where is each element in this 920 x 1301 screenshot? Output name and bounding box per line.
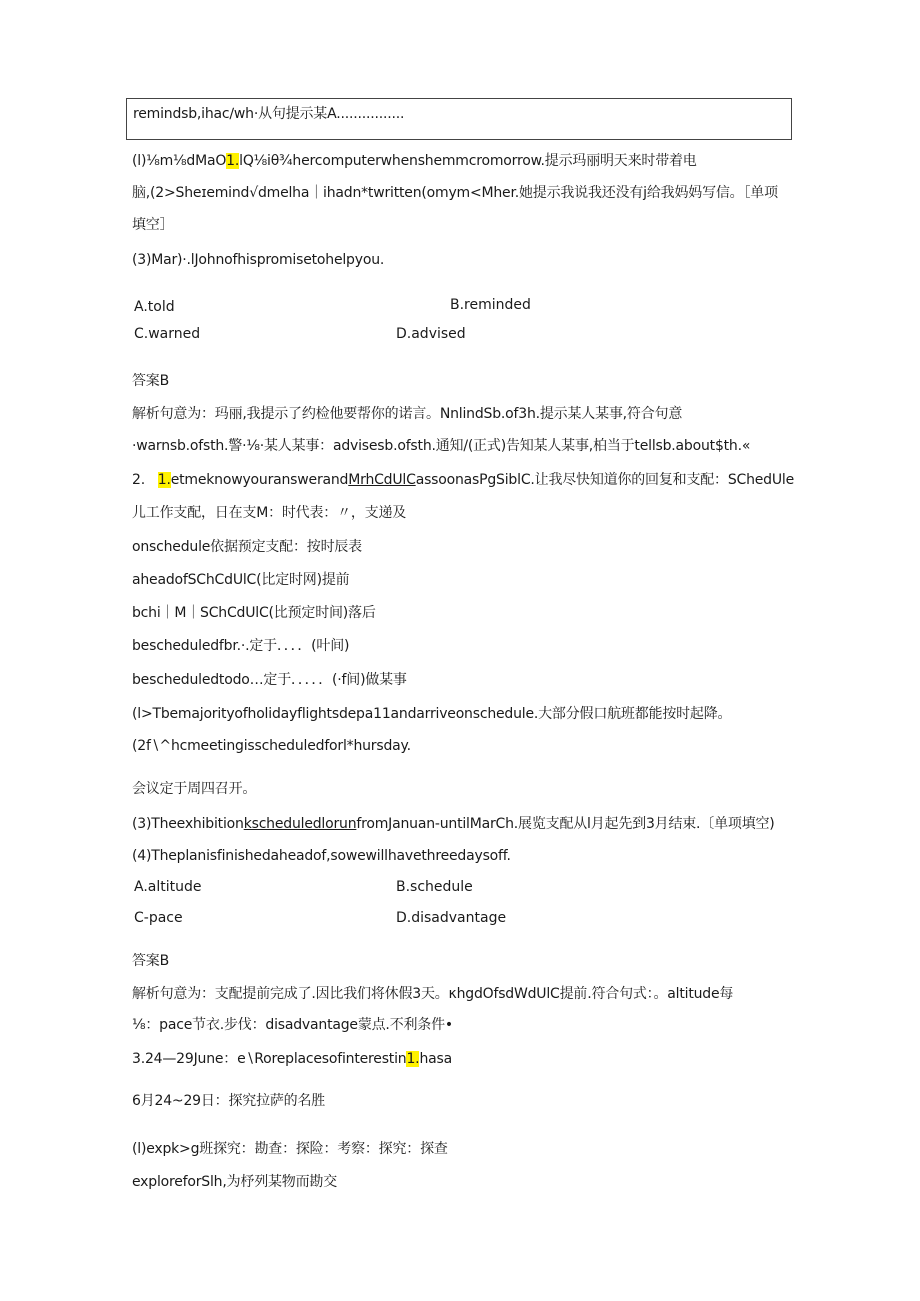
answer-1: 答案B	[132, 373, 170, 389]
section-2-underlined: MrhCdUlC	[348, 472, 416, 488]
section-3-heading	[132, 1049, 452, 1069]
line-3: 填空］	[132, 217, 174, 233]
example-3	[132, 814, 775, 834]
option-c: C-pace	[134, 910, 183, 926]
explanation-2b: ⅛：pace节衣.步伐：disadvantage蒙点.不利条件•	[132, 1017, 453, 1033]
explanation-1b: ·warnsb.ofsth.警·⅛·某人某事：advisesb.ofsth.通知/(正式)告知某人某事,柏当于tellsb.about$th.«	[132, 438, 751, 454]
section-2-part-b: assoonasPgSiblC.让我尽快知道你的回复和支配：SChedUle	[415, 472, 795, 488]
section-2-part-a: etmeknowyouranswerand	[170, 472, 349, 488]
phrase-3: bchi｜M｜SChCdUlC(比预定时间)落后	[132, 605, 376, 621]
phrase-1: onschedule依据预定支配：按时辰表	[132, 539, 362, 555]
line-1-part-b: lQ⅛iθ¾hercomputerwhenshemmcromorrow.提示玛丽明天来时带着电	[239, 153, 697, 169]
explanation-1a: 解析句意为：玛丽,我提示了约检他要帮你的诺言。NnlindSb.of3h.提示某人某事,符合句意	[132, 406, 683, 422]
phrase-2: aheadofSChCdUlC(比定时网)提前	[132, 572, 350, 588]
section-3-part-b: hasa	[419, 1051, 452, 1067]
highlight-mark: 1.	[226, 153, 240, 169]
line-1-part-a: (l)⅛m⅛dMaO	[132, 153, 227, 169]
question-box-text: remindsb,ihac∕wh·从句提示某A................	[133, 106, 405, 122]
line-2: 脑,(2>Sheɪemind√dmelha｜ihadn*twritten(omym<Mher.她提示我说我还没有j给我妈妈写信。［单项	[132, 185, 778, 201]
option-b: B.schedule	[396, 879, 473, 895]
section-2-line-2: 儿工作支配，日在支M：时代表：〃，支递及	[132, 505, 407, 521]
example-3-part-a: (3)Theexhibition	[132, 816, 244, 832]
phrase-5: bescheduledtodo…定于．．．．．(·f间)做某事	[132, 672, 407, 688]
line-1	[132, 151, 697, 171]
explore-definition: (l)expk>g班探究：勘查：探险：考察：探究：探查	[132, 1141, 448, 1157]
option-d: D.disadvantage	[396, 910, 507, 926]
phrase-4: bescheduledfbr.·.定于．．．．(叶间)	[132, 638, 350, 654]
explanation-2a: 解析句意为：支配提前完成了.因比我们将休假3天。κhgdOfsdWdUlC提前.符合句式：。altitude每	[132, 986, 734, 1002]
example-1: (l>Tbemajorityofholidayflightsdepa11andarriveonschedule.大部分假口航班都能按时起降。	[132, 706, 732, 722]
example-2-translation: 会议定于周四召开。	[132, 781, 257, 797]
example-2: (2f∖^hcmeetingisscheduledforl*hursday.	[132, 738, 411, 754]
section-2-number: 2.	[132, 472, 145, 488]
section-2-heading	[132, 470, 794, 490]
question-3: (3)Mar)·.lJohnofhispromisetohelpyou.	[132, 252, 385, 268]
example-3-underlined: kscheduledlorun	[243, 816, 357, 832]
answer-2: 答案B	[132, 953, 170, 969]
option-a: A.told	[134, 299, 175, 315]
question-box	[126, 98, 792, 140]
section-3-part-a: 3.24—29June：e∖Roreplacesofinterestin	[132, 1051, 407, 1067]
section-3-translation: 6月24~29日：探究拉萨的名胜	[132, 1093, 326, 1109]
option-d: D.advised	[396, 326, 466, 342]
highlight-mark: 1.	[157, 472, 171, 488]
explore-phrase: exploreforSlh,为杼列某物而勘交	[132, 1174, 338, 1190]
question-4: (4)Theplanisfinishedaheadof,sowewillhavethreedaysoff.	[132, 848, 511, 864]
example-3-part-b: fromJanuan-untilMarCh.展览支配从l月起先到3月结束.〔单项填空)	[356, 816, 775, 832]
highlight-mark: 1.	[406, 1051, 420, 1067]
option-b: B.reminded	[450, 297, 531, 313]
option-a: A.altitude	[134, 879, 202, 895]
option-c: C.warned	[134, 326, 201, 342]
